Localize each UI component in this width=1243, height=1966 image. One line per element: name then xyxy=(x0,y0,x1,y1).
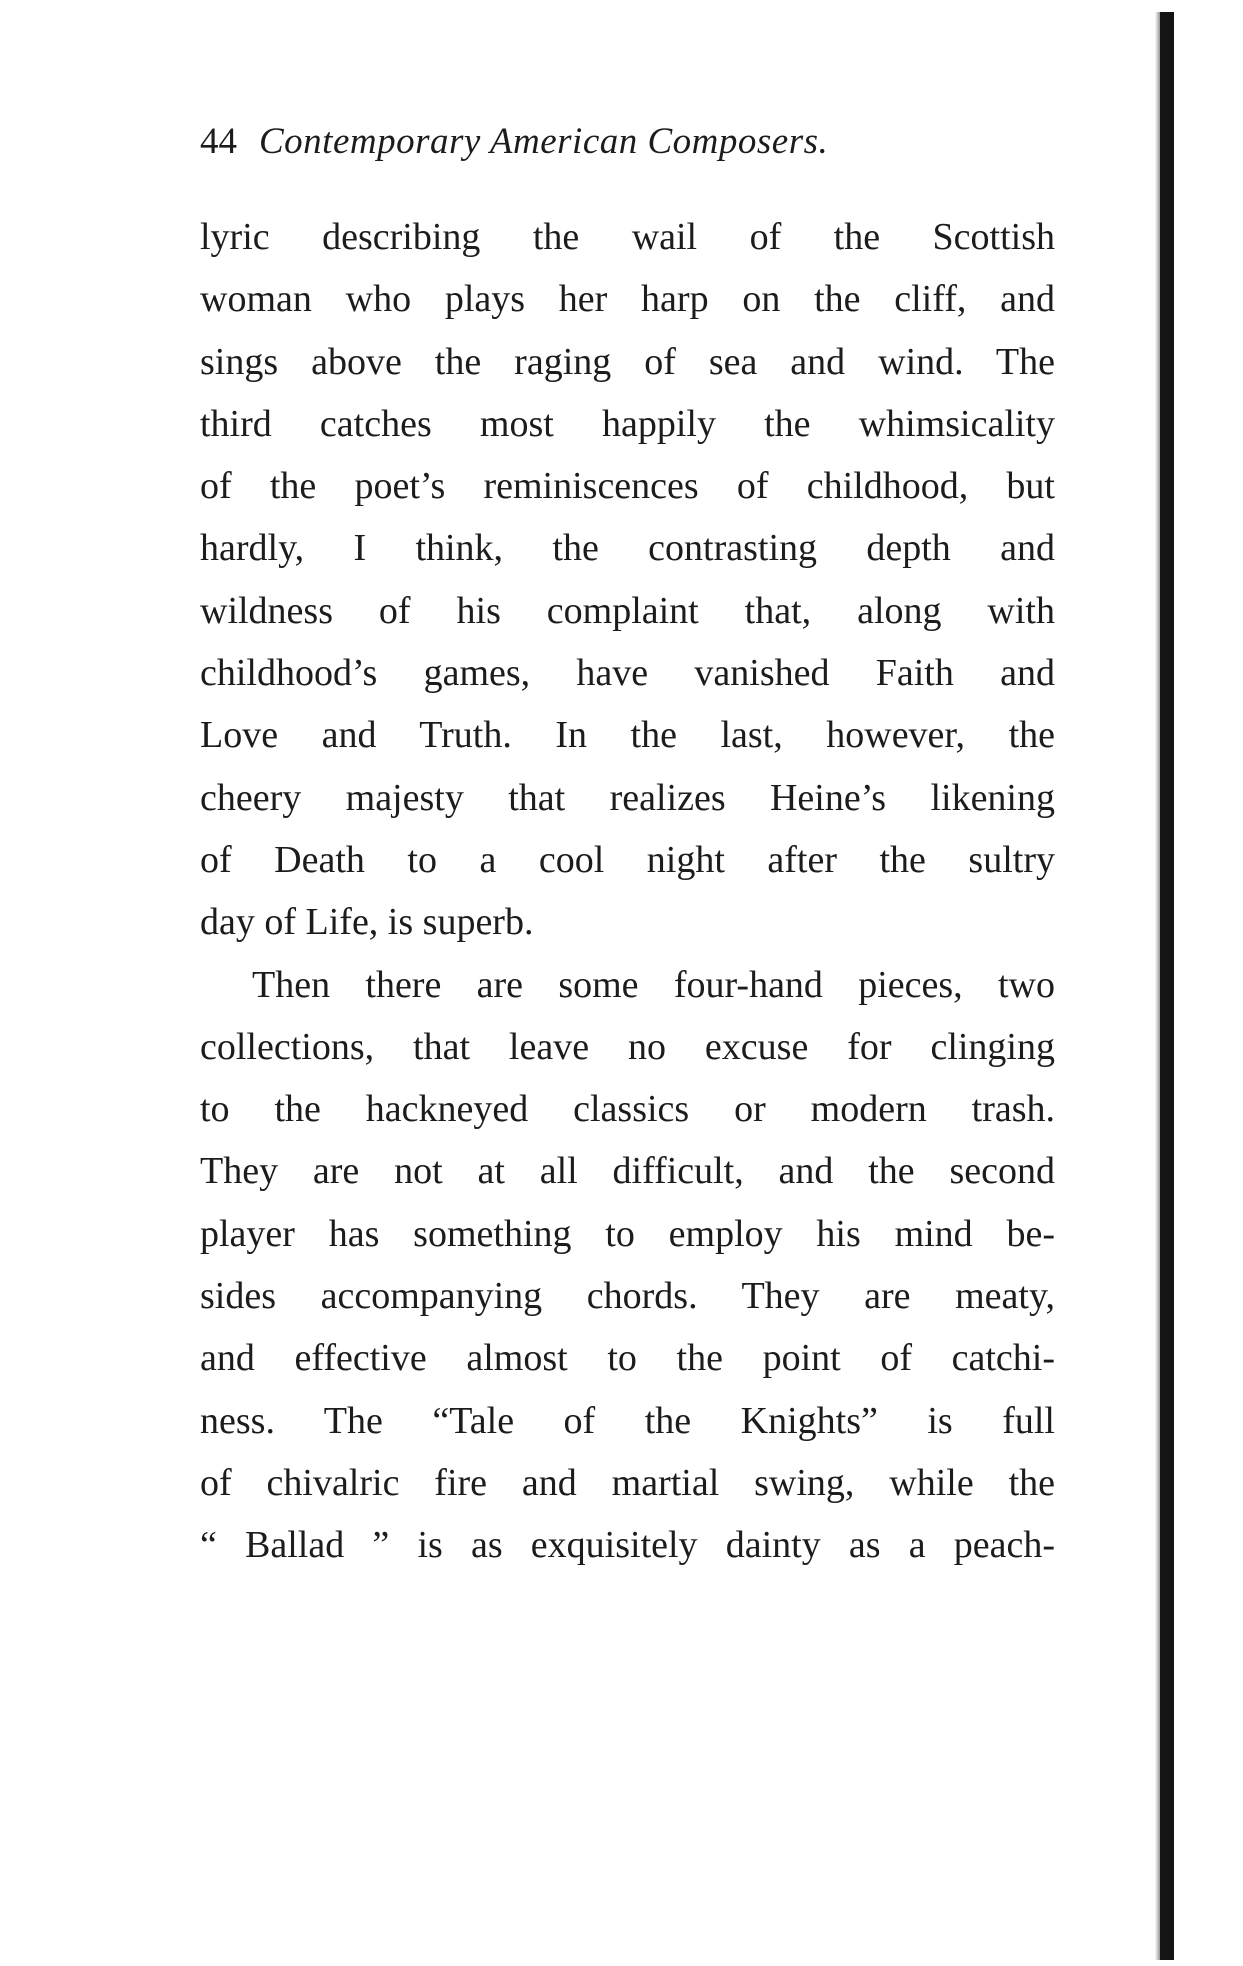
text-line: sides accompanying chords. They are meaty, xyxy=(200,1275,1055,1318)
text-line: Love and Truth. In the last, however, the xyxy=(200,714,1055,757)
text-line: They are not at all difficult, and the second xyxy=(200,1150,1055,1193)
page-edge-rule xyxy=(1160,12,1174,1960)
text-line: cheery majesty that realizes Heine’s likening xyxy=(200,776,1055,819)
text-line: wildness of his complaint that, along with xyxy=(200,589,1055,632)
text-line: hardly, I think, the contrasting depth and xyxy=(200,527,1055,570)
page-number: 44 xyxy=(200,121,237,162)
text-line: Then there are some four-hand pieces, two xyxy=(252,963,1055,1006)
text-line: third catches most happily the whimsicality xyxy=(200,402,1055,445)
paragraph-2 xyxy=(200,954,1055,1577)
text-line: “ Ballad ” is as exquisitely dainty as a peach- xyxy=(200,1524,1055,1567)
text-line: and effective almost to the point of catchi- xyxy=(200,1337,1055,1380)
text-line: of Death to a cool night after the sultry xyxy=(200,838,1055,881)
text-line: woman who plays her harp on the cliff, and xyxy=(200,278,1055,321)
body-text xyxy=(200,206,1055,1577)
text-line: player has something to employ his mind be- xyxy=(200,1212,1055,1255)
paragraph-1 xyxy=(200,206,1055,954)
running-head xyxy=(200,118,1060,166)
running-title: Contemporary American Composers. xyxy=(259,121,829,162)
text-line: day of Life, is superb. xyxy=(200,901,534,944)
text-line: sings above the raging of sea and wind. The xyxy=(200,340,1055,383)
text-line: collections, that leave no excuse for clinging xyxy=(200,1025,1055,1068)
text-line: lyric describing the wail of the Scottish xyxy=(200,216,1055,258)
text-line: childhood’s games, have vanished Faith and xyxy=(200,652,1055,695)
text-line: to the hackneyed classics or modern trash. xyxy=(200,1088,1055,1131)
text-line: ness. The “Tale of the Knights” is full xyxy=(200,1399,1055,1442)
text-line: of chivalric fire and martial swing, while the xyxy=(200,1461,1055,1504)
text-line: of the poet’s reminiscences of childhood, but xyxy=(200,465,1055,508)
